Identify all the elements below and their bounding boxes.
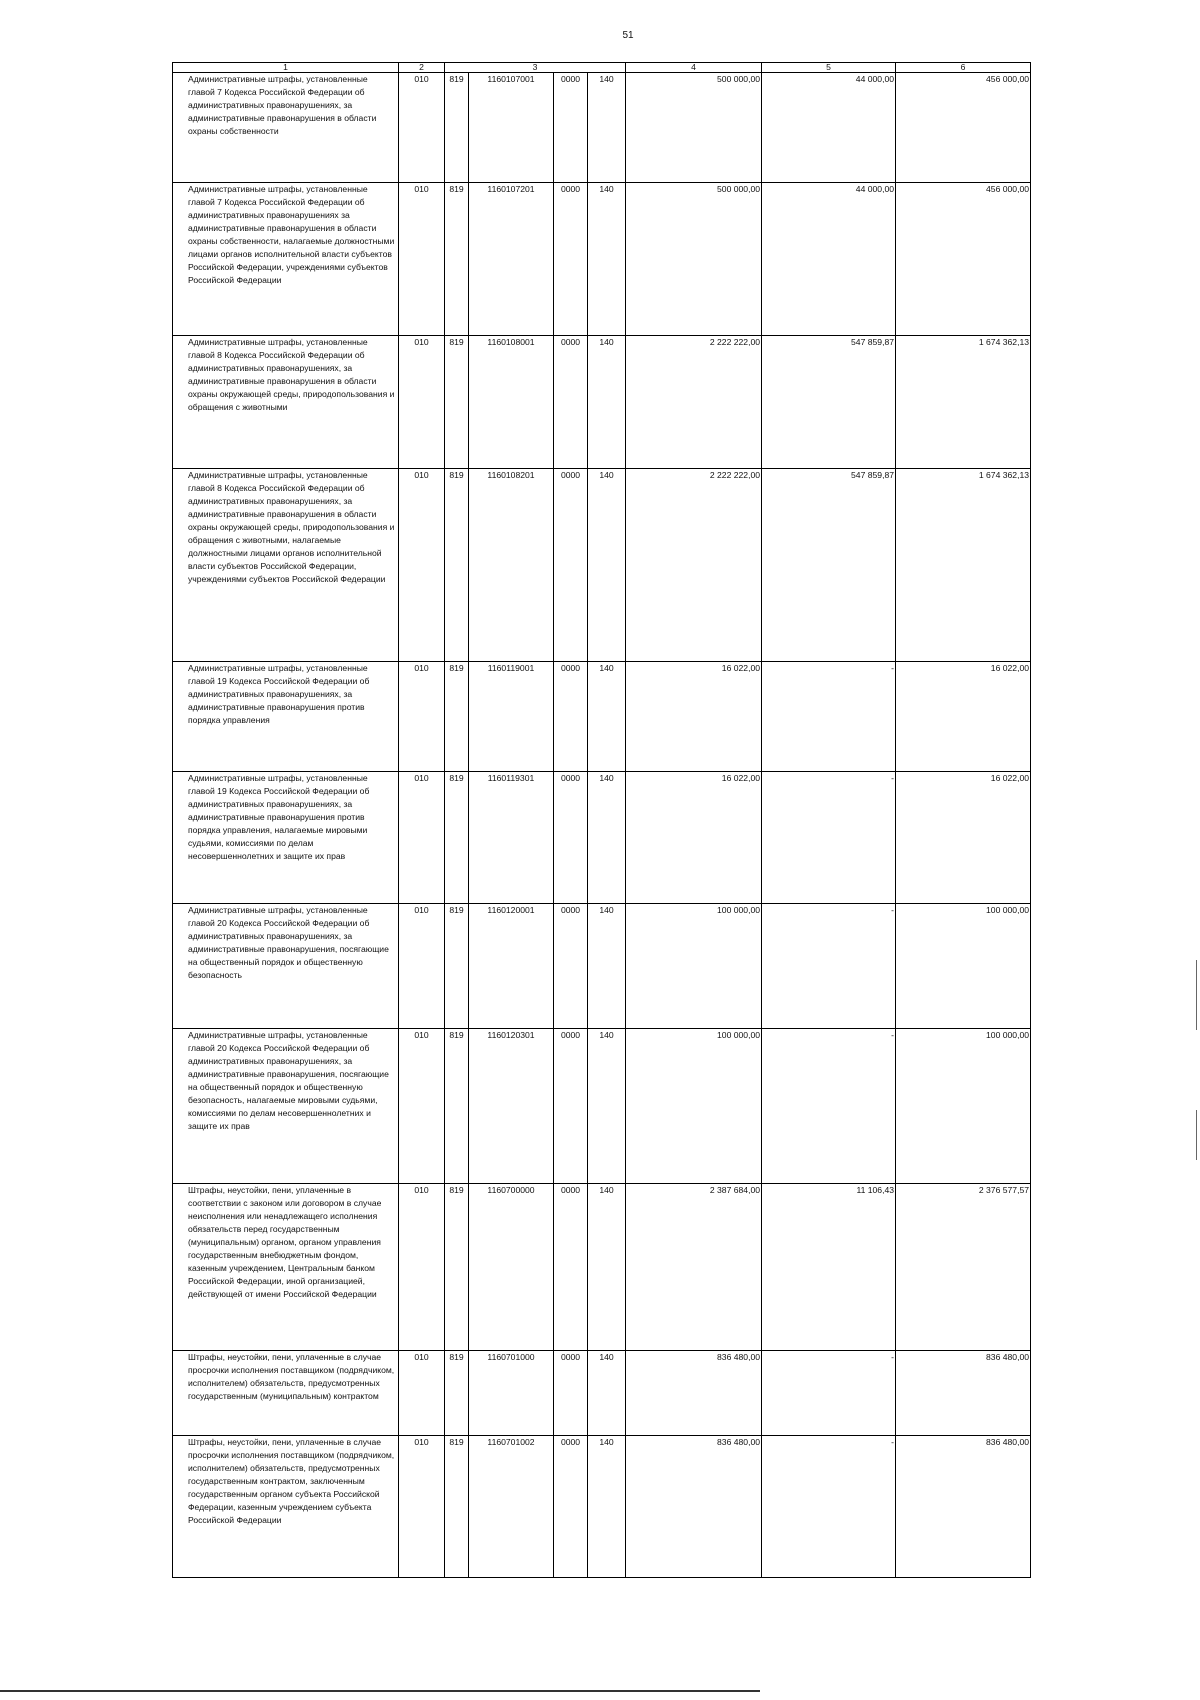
row-amount-executed: - (762, 1029, 896, 1184)
row-kbk-code: 1160119301 (469, 772, 554, 904)
row-kbk-code: 1160107001 (469, 73, 554, 183)
row-admin-code: 819 (445, 1184, 469, 1351)
row-amount-plan: 100 000,00 (626, 1029, 762, 1184)
row-kbk-code: 1160108001 (469, 336, 554, 469)
row-amount-executed: 44 000,00 (762, 73, 896, 183)
table-row (173, 336, 1031, 469)
table-row (173, 469, 1031, 662)
row-kosgu-code: 140 (588, 1184, 626, 1351)
row-program-code: 0000 (554, 1184, 588, 1351)
row-amount-plan: 500 000,00 (626, 183, 762, 336)
row-code: 010 (399, 1029, 445, 1184)
row-code: 010 (399, 1436, 445, 1578)
row-admin-code: 819 (445, 73, 469, 183)
row-amount-executed: - (762, 904, 896, 1029)
row-description: Административные штрафы, установленные главой 20 Кодекса Российской Федерации об административных правонарушениях, за административные правонарушения, посягающие на общественный порядок и общественную безопасность (173, 904, 399, 1029)
scan-artifact-mark (1196, 960, 1197, 1030)
row-amount-executed: - (762, 772, 896, 904)
row-program-code: 0000 (554, 772, 588, 904)
budget-table (172, 62, 1031, 1578)
row-amount-plan: 2 222 222,00 (626, 469, 762, 662)
row-amount-executed: 547 859,87 (762, 469, 896, 662)
row-description: Административные штрафы, установленные главой 19 Кодекса Российской Федерации об административных правонарушениях, за административные правонарушения против порядка управления (173, 662, 399, 772)
table-row (173, 183, 1031, 336)
row-program-code: 0000 (554, 183, 588, 336)
table-row (173, 662, 1031, 772)
row-kosgu-code: 140 (588, 1436, 626, 1578)
row-description: Административные штрафы, установленные главой 8 Кодекса Российской Федерации об административных правонарушениях, за административные правонарушения в области охраны окружающей среды, природопользования и обращения с животными, налагаемые должностными лицами органов исполнительной власти субъектов Российской Федерации, учреждениями субъектов Российской Федерации (173, 469, 399, 662)
row-kosgu-code: 140 (588, 336, 626, 469)
row-code: 010 (399, 1351, 445, 1436)
row-admin-code: 819 (445, 662, 469, 772)
row-amount-remaining: 100 000,00 (896, 904, 1031, 1029)
row-amount-executed: 547 859,87 (762, 336, 896, 469)
row-kbk-code: 1160119001 (469, 662, 554, 772)
row-amount-remaining: 1 674 362,13 (896, 469, 1031, 662)
row-kbk-code: 1160701002 (469, 1436, 554, 1578)
row-amount-executed: - (762, 1351, 896, 1436)
row-amount-remaining: 2 376 577,57 (896, 1184, 1031, 1351)
row-amount-executed: 11 106,43 (762, 1184, 896, 1351)
row-admin-code: 819 (445, 1351, 469, 1436)
row-kbk-code: 1160120301 (469, 1029, 554, 1184)
header-cell: 3 (445, 63, 626, 73)
row-amount-remaining: 1 674 362,13 (896, 336, 1031, 469)
row-description: Штрафы, неустойки, пени, уплаченные в соответствии с законом или договором в случае неисполнения или ненадлежащего исполнения обязательств перед государственным (муниципальным) органом, органом управления государственным внебюджетным фондом, казенным учреждением, Центральным банком Российской Федерации, иной организацией, действующей от имени Российской Федерации (173, 1184, 399, 1351)
row-amount-remaining: 836 480,00 (896, 1436, 1031, 1578)
row-kosgu-code: 140 (588, 1351, 626, 1436)
row-kbk-code: 1160700000 (469, 1184, 554, 1351)
table-row (173, 1436, 1031, 1578)
header-cell: 5 (762, 63, 896, 73)
row-kosgu-code: 140 (588, 772, 626, 904)
row-code: 010 (399, 772, 445, 904)
row-code: 010 (399, 904, 445, 1029)
row-description: Административные штрафы, установленные главой 19 Кодекса Российской Федерации об административных правонарушениях, за административные правонарушения против порядка управления, налагаемые мировыми судьями, комиссиями по делам несовершеннолетних и защите их прав (173, 772, 399, 904)
row-program-code: 0000 (554, 73, 588, 183)
row-kosgu-code: 140 (588, 662, 626, 772)
row-amount-remaining: 100 000,00 (896, 1029, 1031, 1184)
row-code: 010 (399, 73, 445, 183)
row-admin-code: 819 (445, 1436, 469, 1578)
row-kbk-code: 1160107201 (469, 183, 554, 336)
row-code: 010 (399, 183, 445, 336)
table-row (173, 1029, 1031, 1184)
table-row (173, 772, 1031, 904)
row-admin-code: 819 (445, 183, 469, 336)
row-amount-remaining: 456 000,00 (896, 73, 1031, 183)
row-description: Административные штрафы, установленные главой 8 Кодекса Российской Федерации об административных правонарушениях, за административные правонарушения в области охраны окружающей среды, природопользования и обращения с животными (173, 336, 399, 469)
row-code: 010 (399, 1184, 445, 1351)
row-program-code: 0000 (554, 1436, 588, 1578)
scan-artifact-mark (1196, 1110, 1197, 1160)
header-cell: 4 (626, 63, 762, 73)
row-description: Штрафы, неустойки, пени, уплаченные в случае просрочки исполнения поставщиком (подрядчиком, исполнителем) обязательств, предусмотренных государственным (муниципальным) контрактом (173, 1351, 399, 1436)
row-description: Штрафы, неустойки, пени, уплаченные в случае просрочки исполнения поставщиком (подрядчиком, исполнителем) обязательств, предусмотренных государственным контрактом, заключенным государственным органом субъекта Российской Федерации, казенным учреждением субъекта Российской Федерации (173, 1436, 399, 1578)
row-amount-plan: 500 000,00 (626, 73, 762, 183)
header-cell: 2 (399, 63, 445, 73)
row-code: 010 (399, 469, 445, 662)
row-program-code: 0000 (554, 336, 588, 469)
row-amount-executed: - (762, 662, 896, 772)
row-description: Административные штрафы, установленные главой 7 Кодекса Российской Федерации об административных правонарушениях за административные правонарушения в области охраны собственности, налагаемые должностными лицами органов исполнительной власти субъектов Российской Федерации, учреждениями субъектов Российской Федерации (173, 183, 399, 336)
row-code: 010 (399, 662, 445, 772)
row-program-code: 0000 (554, 469, 588, 662)
row-program-code: 0000 (554, 1351, 588, 1436)
row-admin-code: 819 (445, 469, 469, 662)
table-row (173, 1351, 1031, 1436)
header-cell: 1 (173, 63, 399, 73)
row-kbk-code: 1160120001 (469, 904, 554, 1029)
row-kosgu-code: 140 (588, 469, 626, 662)
row-kosgu-code: 140 (588, 904, 626, 1029)
row-admin-code: 819 (445, 772, 469, 904)
row-kbk-code: 1160701000 (469, 1351, 554, 1436)
row-amount-plan: 836 480,00 (626, 1351, 762, 1436)
row-amount-plan: 836 480,00 (626, 1436, 762, 1578)
table-row (173, 73, 1031, 183)
row-admin-code: 819 (445, 1029, 469, 1184)
scan-artifact-line (0, 1690, 760, 1692)
row-amount-remaining: 16 022,00 (896, 662, 1031, 772)
row-description: Административные штрафы, установленные главой 20 Кодекса Российской Федерации об административных правонарушениях, за административные правонарушения, посягающие на общественный порядок и общественную безопасность, налагаемые мировыми судьями, комиссиями по делам несовершеннолетних и защите их прав (173, 1029, 399, 1184)
row-program-code: 0000 (554, 904, 588, 1029)
row-amount-plan: 100 000,00 (626, 904, 762, 1029)
row-admin-code: 819 (445, 336, 469, 469)
row-admin-code: 819 (445, 904, 469, 1029)
table-header-row (173, 63, 1031, 73)
row-kosgu-code: 140 (588, 183, 626, 336)
row-program-code: 0000 (554, 662, 588, 772)
row-program-code: 0000 (554, 1029, 588, 1184)
table-row (173, 904, 1031, 1029)
row-amount-plan: 2 222 222,00 (626, 336, 762, 469)
row-amount-remaining: 456 000,00 (896, 183, 1031, 336)
row-amount-plan: 16 022,00 (626, 662, 762, 772)
row-amount-remaining: 836 480,00 (896, 1351, 1031, 1436)
row-amount-plan: 16 022,00 (626, 772, 762, 904)
row-kosgu-code: 140 (588, 73, 626, 183)
row-amount-executed: - (762, 1436, 896, 1578)
row-kosgu-code: 140 (588, 1029, 626, 1184)
row-code: 010 (399, 336, 445, 469)
header-cell: 6 (896, 63, 1031, 73)
row-amount-plan: 2 387 684,00 (626, 1184, 762, 1351)
page-number: 51 (622, 30, 634, 41)
row-description: Административные штрафы, установленные главой 7 Кодекса Российской Федерации об административных правонарушениях, за административные правонарушения в области охраны собственности (173, 73, 399, 183)
row-amount-remaining: 16 022,00 (896, 772, 1031, 904)
row-amount-executed: 44 000,00 (762, 183, 896, 336)
row-kbk-code: 1160108201 (469, 469, 554, 662)
table-row (173, 1184, 1031, 1351)
